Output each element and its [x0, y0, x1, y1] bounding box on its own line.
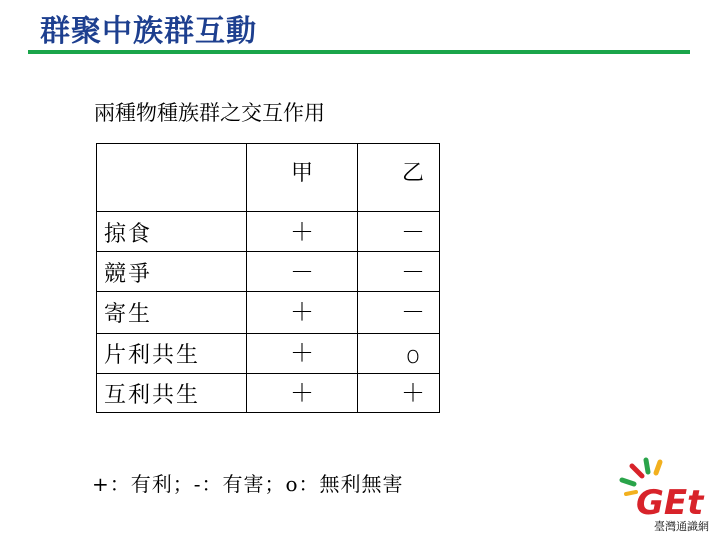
- table-divider: [96, 333, 440, 334]
- row-label-predation: 掠食: [104, 222, 153, 247]
- slide-title: 群聚中族群互動: [40, 14, 257, 49]
- title-underline: [28, 50, 690, 54]
- logo-burst: [646, 460, 648, 472]
- table-caption: 兩種物種族群之交互作用: [94, 101, 325, 125]
- row-label-competition: 競爭: [104, 262, 153, 287]
- logo-burst: [632, 466, 642, 476]
- effect-cell: －: [290, 258, 314, 286]
- effect-cell: －: [401, 298, 425, 326]
- row-label-commensalism: 片利共生: [104, 343, 201, 368]
- table-divider: [96, 251, 440, 252]
- effect-cell: ＋: [290, 298, 314, 326]
- effect-cell: －: [401, 218, 425, 246]
- logo-burst: [626, 492, 636, 494]
- table-divider: [96, 291, 440, 292]
- logo-burst: [622, 480, 634, 484]
- get-logo: [616, 456, 720, 540]
- row-label-mutualism: 互利共生: [104, 383, 201, 408]
- column-header-a: 甲: [290, 161, 313, 186]
- effect-cell: ＋: [401, 379, 425, 407]
- column-header-b: 乙: [401, 161, 424, 186]
- effect-cell: －: [401, 258, 425, 286]
- logo-burst: [656, 462, 660, 473]
- row-label-parasitism: 寄生: [104, 302, 153, 327]
- table-divider: [96, 211, 440, 212]
- effect-cell: ＋: [290, 339, 314, 367]
- logo-mark: GEt: [636, 483, 704, 523]
- logo-name: 臺灣通識網: [654, 520, 709, 533]
- table-divider: [96, 373, 440, 374]
- effect-cell: o: [405, 341, 421, 369]
- symbol-legend: +：有利；-：有害；o：無利無害: [92, 472, 404, 496]
- effect-cell: ＋: [290, 218, 314, 246]
- effect-cell: ＋: [290, 379, 314, 407]
